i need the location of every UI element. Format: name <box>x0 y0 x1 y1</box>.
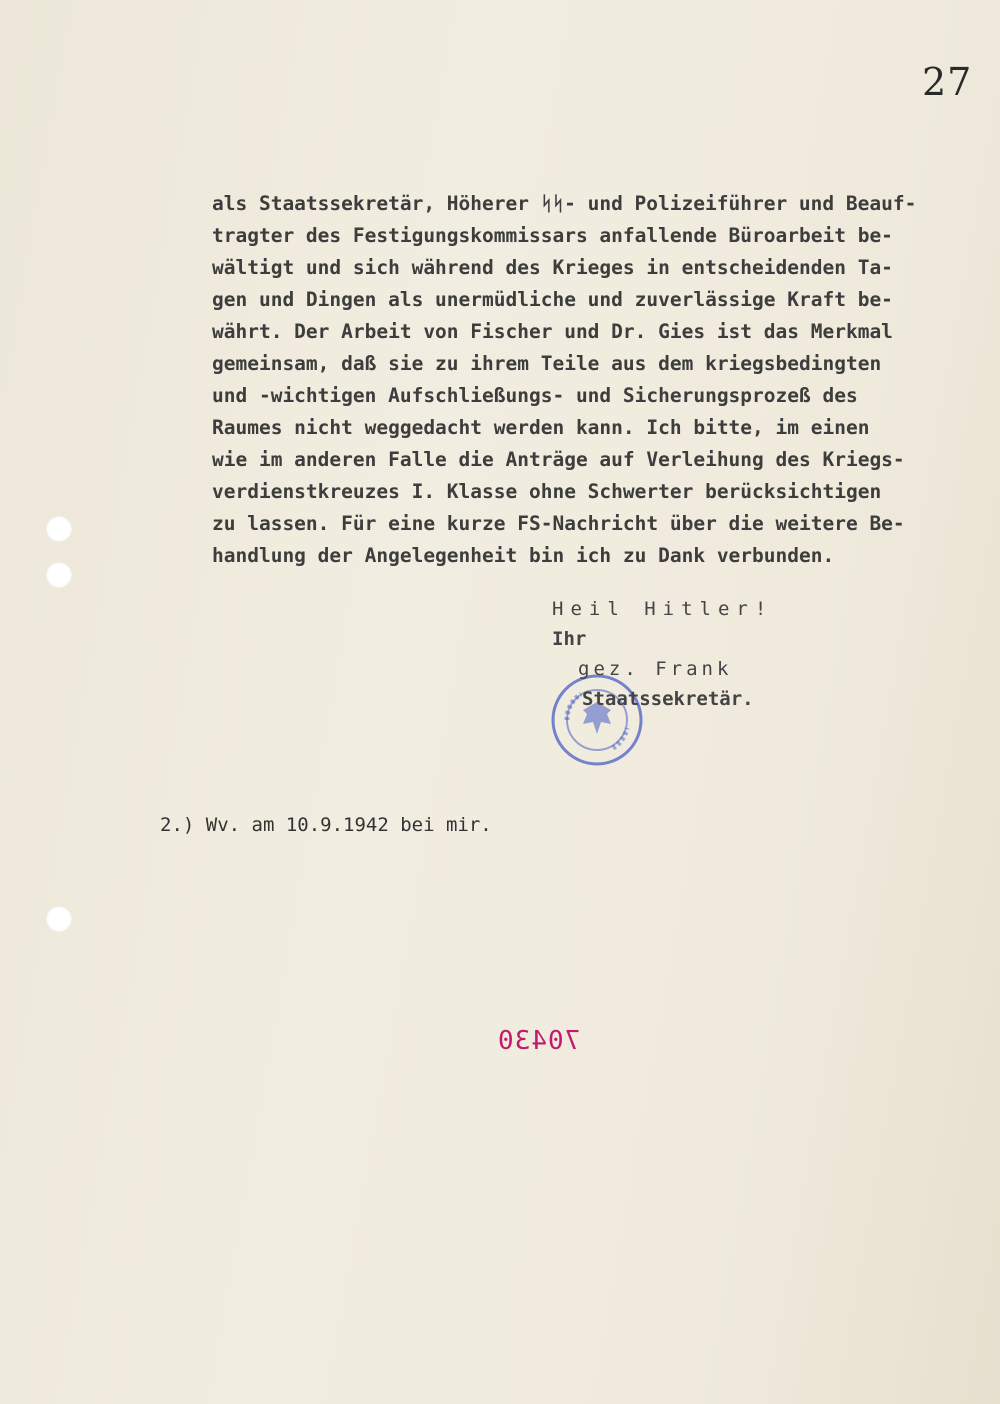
body-line: gen und Dingen als unermüdliche und zuverlässige Kraft be- <box>212 288 893 311</box>
body-line: zu lassen. Für eine kurze FS-Nachricht über die weitere Be- <box>212 512 905 535</box>
body-line: wie im anderen Falle die Anträge auf Verleihung des Kriegs- <box>212 448 905 471</box>
body-line: verdienstkreuzes I. Klasse ohne Schwerter berücksichtigen <box>212 480 882 503</box>
punch-hole-top <box>46 516 72 542</box>
body-line: tragter des Festigungskommissars anfallende Büroarbeit be- <box>212 224 893 247</box>
body-line: als Staatssekretär, Höherer ᛋᛋ- und Polizeiführer und Beauf- <box>212 192 917 215</box>
body-line: Raumes nicht weggedacht werden kann. Ich bitte, im einen <box>212 416 870 439</box>
letter-closing <box>552 594 773 714</box>
page-number: 27 <box>922 60 973 104</box>
body-line: wältigt und sich während des Krieges in entscheidenden Ta- <box>212 256 893 279</box>
body-line: währt. Der Arbeit von Fischer und Dr. Gies ist das Merkmal <box>212 320 893 343</box>
letter-body <box>212 188 992 572</box>
archive-number-stamp: 70430 <box>497 1026 581 1056</box>
follow-up-note: 2.) Wv. am 10.9.1942 bei mir. <box>160 814 492 836</box>
closing-greeting: Heil Hitler! <box>552 598 774 620</box>
signatory-title: Staatssekretär. <box>582 688 754 710</box>
body-line: und -wichtigen Aufschließungs- und Sicherungsprozeß des <box>212 384 858 407</box>
body-line: handlung der Angelegenheit bin ich zu Dank verbunden. <box>212 544 835 567</box>
signature-line: gez. Frank <box>578 658 733 680</box>
punch-hole-middle <box>46 562 72 588</box>
punch-hole-bottom <box>46 906 72 932</box>
closing-ihr: Ihr <box>552 628 587 650</box>
body-line: gemeinsam, daß sie zu ihrem Teile aus dem kriegsbedingten <box>212 352 882 375</box>
